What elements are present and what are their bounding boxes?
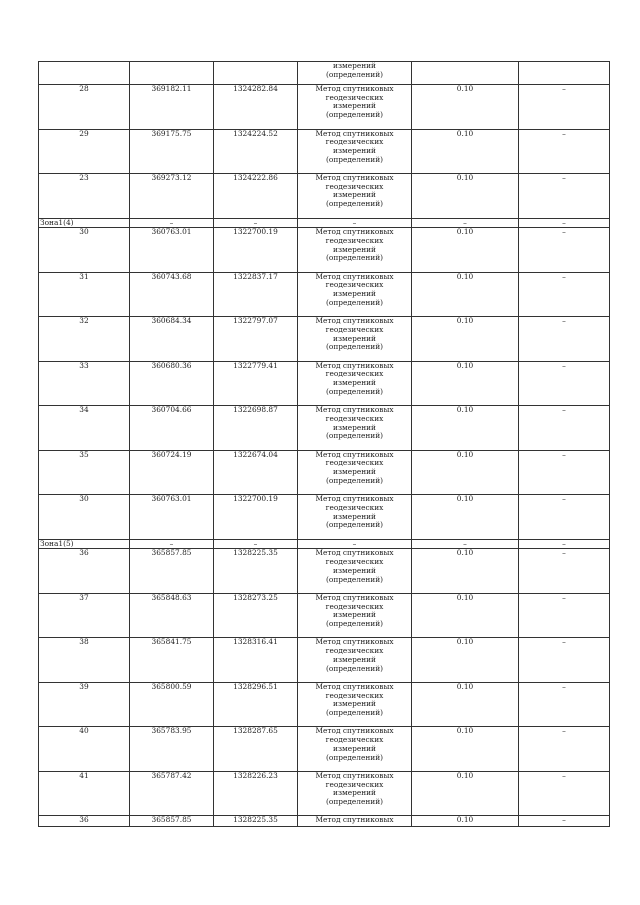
method-line: измерений bbox=[333, 244, 376, 254]
method-cell bbox=[298, 62, 412, 85]
y-coordinate-cell: 1322698.87 bbox=[214, 406, 298, 451]
note-cell: – bbox=[519, 727, 610, 772]
method-line: геодезических bbox=[325, 369, 384, 379]
table-row bbox=[39, 727, 610, 772]
method-line: (определений) bbox=[325, 797, 384, 807]
point-number-cell: 36 bbox=[39, 549, 130, 594]
accuracy-cell: 0.10 bbox=[412, 85, 519, 130]
zone-row bbox=[39, 539, 610, 549]
point-number-cell: 31 bbox=[39, 272, 130, 317]
method-line: (определений) bbox=[325, 199, 384, 209]
table-row bbox=[39, 174, 610, 219]
method-cell bbox=[298, 406, 412, 451]
note-cell: – bbox=[519, 272, 610, 317]
method-line: геодезических bbox=[325, 458, 384, 468]
method-line: (определений) bbox=[325, 297, 384, 307]
zone-dash-cell: – bbox=[298, 218, 412, 228]
point-number-cell: 33 bbox=[39, 361, 130, 406]
method-line: геодезических bbox=[325, 779, 384, 789]
accuracy-cell: 0.10 bbox=[412, 638, 519, 683]
y-coordinate-cell: 1322797.07 bbox=[214, 317, 298, 362]
zone-dash-cell: – bbox=[298, 539, 412, 549]
x-coordinate-cell: 365841.75 bbox=[130, 638, 214, 683]
method-line: Метод спутниковых bbox=[315, 494, 394, 504]
accuracy-cell bbox=[412, 62, 519, 85]
method-line: Метод спутниковых bbox=[315, 84, 394, 93]
method-line: (определений) bbox=[325, 708, 384, 718]
x-coordinate-cell: 360724.19 bbox=[130, 450, 214, 495]
method-cell bbox=[298, 593, 412, 638]
table-row-partial bbox=[39, 816, 610, 827]
method-line: Метод спутниковых bbox=[315, 129, 394, 138]
method-line: измерений bbox=[333, 610, 376, 620]
method-line: измерений bbox=[333, 333, 376, 343]
method-cell bbox=[298, 317, 412, 362]
table-row bbox=[39, 129, 610, 174]
method-line: Метод спутниковых bbox=[315, 316, 394, 326]
zone-label: Зона1(5) bbox=[39, 539, 130, 549]
y-coordinate-cell: 1328296.51 bbox=[214, 682, 298, 727]
note-cell: – bbox=[519, 85, 610, 130]
y-coordinate-cell bbox=[214, 62, 298, 85]
note-cell: – bbox=[519, 682, 610, 727]
point-number-cell: 36 bbox=[39, 816, 130, 827]
method-cell bbox=[298, 727, 412, 772]
accuracy-cell: 0.10 bbox=[412, 816, 519, 827]
method-line: измерений bbox=[333, 743, 376, 753]
note-cell: – bbox=[519, 593, 610, 638]
y-coordinate-cell: 1328225.35 bbox=[214, 816, 298, 827]
y-coordinate-cell: 1322837.17 bbox=[214, 272, 298, 317]
method-line: измерений bbox=[333, 654, 376, 664]
method-line: измерений bbox=[333, 467, 376, 477]
method-line: измерений bbox=[333, 699, 376, 709]
method-line: геодезических bbox=[325, 235, 384, 245]
method-cell bbox=[298, 228, 412, 273]
method-line: измерений bbox=[333, 101, 376, 111]
x-coordinate-cell: 369273.12 bbox=[130, 174, 214, 219]
note-cell: – bbox=[519, 771, 610, 816]
table-row bbox=[39, 549, 610, 594]
table-row bbox=[39, 495, 610, 540]
method-line: Метод спутниковых bbox=[315, 227, 394, 237]
method-line: (определений) bbox=[325, 619, 384, 629]
zone-dash-cell: – bbox=[412, 218, 519, 228]
method-cell bbox=[298, 450, 412, 495]
point-number-cell: 35 bbox=[39, 450, 130, 495]
method-line: измерений bbox=[333, 289, 376, 299]
table-row bbox=[39, 771, 610, 816]
x-coordinate-cell: 360684.34 bbox=[130, 317, 214, 362]
zone-dash-cell: – bbox=[214, 539, 298, 549]
table-row bbox=[39, 317, 610, 362]
method-line: измерений bbox=[333, 145, 376, 155]
x-coordinate-cell: 365857.85 bbox=[130, 816, 214, 827]
accuracy-cell: 0.10 bbox=[412, 272, 519, 317]
y-coordinate-cell: 1324224.52 bbox=[214, 129, 298, 174]
method-line: (определений) bbox=[325, 154, 384, 164]
y-coordinate-cell: 1322674.04 bbox=[214, 450, 298, 495]
point-number-cell: 34 bbox=[39, 406, 130, 451]
y-coordinate-cell: 1328225.35 bbox=[214, 549, 298, 594]
x-coordinate-cell: 369175.75 bbox=[130, 129, 214, 174]
note-cell: – bbox=[519, 174, 610, 219]
x-coordinate-cell: 365800.59 bbox=[130, 682, 214, 727]
method-line: измерений bbox=[333, 422, 376, 432]
method-line: измерений bbox=[333, 378, 376, 388]
method-line: Метод спутниковых bbox=[315, 726, 394, 736]
method-line: геодезических bbox=[325, 601, 384, 611]
method-line: измерений bbox=[333, 565, 376, 575]
point-number-cell: 39 bbox=[39, 682, 130, 727]
x-coordinate-cell: 360680.36 bbox=[130, 361, 214, 406]
note-cell: – bbox=[519, 129, 610, 174]
method-line: Метод спутниковых bbox=[315, 682, 394, 691]
table-row bbox=[39, 361, 610, 406]
zone-dash-cell: – bbox=[130, 218, 214, 228]
y-coordinate-cell: 1328226.23 bbox=[214, 771, 298, 816]
coordinates-table bbox=[38, 61, 610, 827]
note-cell: – bbox=[519, 638, 610, 683]
method-line: (определений) bbox=[325, 342, 384, 352]
method-line: Метод спутниковых bbox=[315, 593, 394, 602]
method-cell bbox=[298, 495, 412, 540]
x-coordinate-cell: 360763.01 bbox=[130, 495, 214, 540]
zone-dash-cell: – bbox=[519, 218, 610, 228]
accuracy-cell: 0.10 bbox=[412, 317, 519, 362]
x-coordinate-cell: 360743.68 bbox=[130, 272, 214, 317]
note-cell: – bbox=[519, 816, 610, 827]
point-number-cell: 29 bbox=[39, 129, 130, 174]
method-line: геодезических bbox=[325, 92, 384, 102]
table-row bbox=[39, 228, 610, 273]
method-line: геодезических bbox=[325, 690, 384, 700]
method-line: геодезических bbox=[325, 324, 384, 334]
accuracy-cell: 0.10 bbox=[412, 228, 519, 273]
method-line: (определений) bbox=[325, 574, 384, 584]
method-line: Метод спутниковых bbox=[315, 173, 394, 182]
y-coordinate-cell: 1322779.41 bbox=[214, 361, 298, 406]
point-number-cell: 30 bbox=[39, 495, 130, 540]
y-coordinate-cell: 1328287.65 bbox=[214, 727, 298, 772]
method-line: (определений) bbox=[325, 386, 384, 396]
table-row bbox=[39, 272, 610, 317]
y-coordinate-cell: 1328316.41 bbox=[214, 638, 298, 683]
zone-dash-cell: – bbox=[130, 539, 214, 549]
note-cell: – bbox=[519, 361, 610, 406]
note-cell: – bbox=[519, 450, 610, 495]
point-number-cell: 23 bbox=[39, 174, 130, 219]
y-coordinate-cell: 1322700.19 bbox=[214, 495, 298, 540]
method-cell bbox=[298, 549, 412, 594]
coordinates-table-body bbox=[39, 62, 610, 827]
accuracy-cell: 0.10 bbox=[412, 549, 519, 594]
note-cell: – bbox=[519, 495, 610, 540]
method-line: Метод спутниковых bbox=[315, 771, 394, 780]
table-row-continued bbox=[39, 62, 610, 85]
x-coordinate-cell: 369182.11 bbox=[130, 85, 214, 130]
point-number-cell: 41 bbox=[39, 771, 130, 816]
table-row bbox=[39, 450, 610, 495]
x-coordinate-cell: 365857.85 bbox=[130, 549, 214, 594]
accuracy-cell: 0.10 bbox=[412, 495, 519, 540]
method-cell bbox=[298, 638, 412, 683]
method-cell bbox=[298, 816, 412, 827]
x-coordinate-cell: 365787.42 bbox=[130, 771, 214, 816]
note-cell: – bbox=[519, 317, 610, 362]
method-line: (определений) bbox=[325, 69, 384, 79]
method-line: измерений bbox=[333, 61, 376, 70]
method-line: Метод спутниковых bbox=[315, 405, 394, 415]
accuracy-cell: 0.10 bbox=[412, 450, 519, 495]
method-cell bbox=[298, 682, 412, 727]
method-line: (определений) bbox=[325, 431, 384, 441]
coordinates-table-container bbox=[38, 61, 609, 827]
note-cell: – bbox=[519, 228, 610, 273]
point-number-cell: 40 bbox=[39, 727, 130, 772]
y-coordinate-cell: 1324222.86 bbox=[214, 174, 298, 219]
method-line: (определений) bbox=[325, 520, 384, 530]
table-row bbox=[39, 406, 610, 451]
zone-row bbox=[39, 218, 610, 228]
accuracy-cell: 0.10 bbox=[412, 174, 519, 219]
table-row bbox=[39, 682, 610, 727]
method-cell bbox=[298, 129, 412, 174]
zone-dash-cell: – bbox=[214, 218, 298, 228]
x-coordinate-cell: 365783.95 bbox=[130, 727, 214, 772]
point-number-cell: 28 bbox=[39, 85, 130, 130]
method-cell bbox=[298, 361, 412, 406]
method-line: Метод спутниковых bbox=[315, 361, 394, 370]
method-line: Метод спутниковых bbox=[315, 548, 394, 558]
method-line: геодезических bbox=[325, 735, 384, 745]
method-line: Метод спутниковых bbox=[315, 450, 394, 459]
method-line: (определений) bbox=[325, 752, 384, 762]
note-cell: – bbox=[519, 406, 610, 451]
method-line: (определений) bbox=[325, 475, 384, 485]
zone-dash-cell: – bbox=[519, 539, 610, 549]
method-cell bbox=[298, 85, 412, 130]
method-line: (определений) bbox=[325, 663, 384, 673]
accuracy-cell: 0.10 bbox=[412, 682, 519, 727]
note-cell: – bbox=[519, 549, 610, 594]
method-line: измерений bbox=[333, 788, 376, 798]
method-line: (определений) bbox=[325, 110, 384, 120]
table-row bbox=[39, 593, 610, 638]
accuracy-cell: 0.10 bbox=[412, 129, 519, 174]
point-number-cell bbox=[39, 62, 130, 85]
point-number-cell: 38 bbox=[39, 638, 130, 683]
note-cell bbox=[519, 62, 610, 85]
method-cell bbox=[298, 272, 412, 317]
method-line: геодезических bbox=[325, 137, 384, 147]
table-row bbox=[39, 638, 610, 683]
method-line: геодезических bbox=[325, 280, 384, 290]
method-line: геодезических bbox=[325, 557, 384, 567]
method-line: измерений bbox=[333, 511, 376, 521]
method-line: геодезических bbox=[325, 181, 384, 191]
method-line: Метод спутниковых bbox=[315, 815, 394, 825]
zone-label: Зона1(4) bbox=[39, 218, 130, 228]
y-coordinate-cell: 1324282.84 bbox=[214, 85, 298, 130]
x-coordinate-cell: 360763.01 bbox=[130, 228, 214, 273]
accuracy-cell: 0.10 bbox=[412, 593, 519, 638]
point-number-cell: 32 bbox=[39, 317, 130, 362]
accuracy-cell: 0.10 bbox=[412, 771, 519, 816]
method-cell bbox=[298, 174, 412, 219]
method-line: Метод спутниковых bbox=[315, 637, 394, 647]
x-coordinate-cell: 360704.66 bbox=[130, 406, 214, 451]
x-coordinate-cell bbox=[130, 62, 214, 85]
table-row bbox=[39, 85, 610, 130]
point-number-cell: 37 bbox=[39, 593, 130, 638]
accuracy-cell: 0.10 bbox=[412, 361, 519, 406]
accuracy-cell: 0.10 bbox=[412, 406, 519, 451]
method-cell bbox=[298, 771, 412, 816]
method-line: Метод спутниковых bbox=[315, 272, 394, 281]
zone-dash-cell: – bbox=[412, 539, 519, 549]
method-line: измерений bbox=[333, 190, 376, 200]
x-coordinate-cell: 365848.63 bbox=[130, 593, 214, 638]
accuracy-cell: 0.10 bbox=[412, 727, 519, 772]
y-coordinate-cell: 1328273.25 bbox=[214, 593, 298, 638]
y-coordinate-cell: 1322700.19 bbox=[214, 228, 298, 273]
method-line: геодезических bbox=[325, 502, 384, 512]
method-line: (определений) bbox=[325, 253, 384, 263]
method-line: геодезических bbox=[325, 413, 384, 423]
point-number-cell: 30 bbox=[39, 228, 130, 273]
method-line: геодезических bbox=[325, 646, 384, 656]
